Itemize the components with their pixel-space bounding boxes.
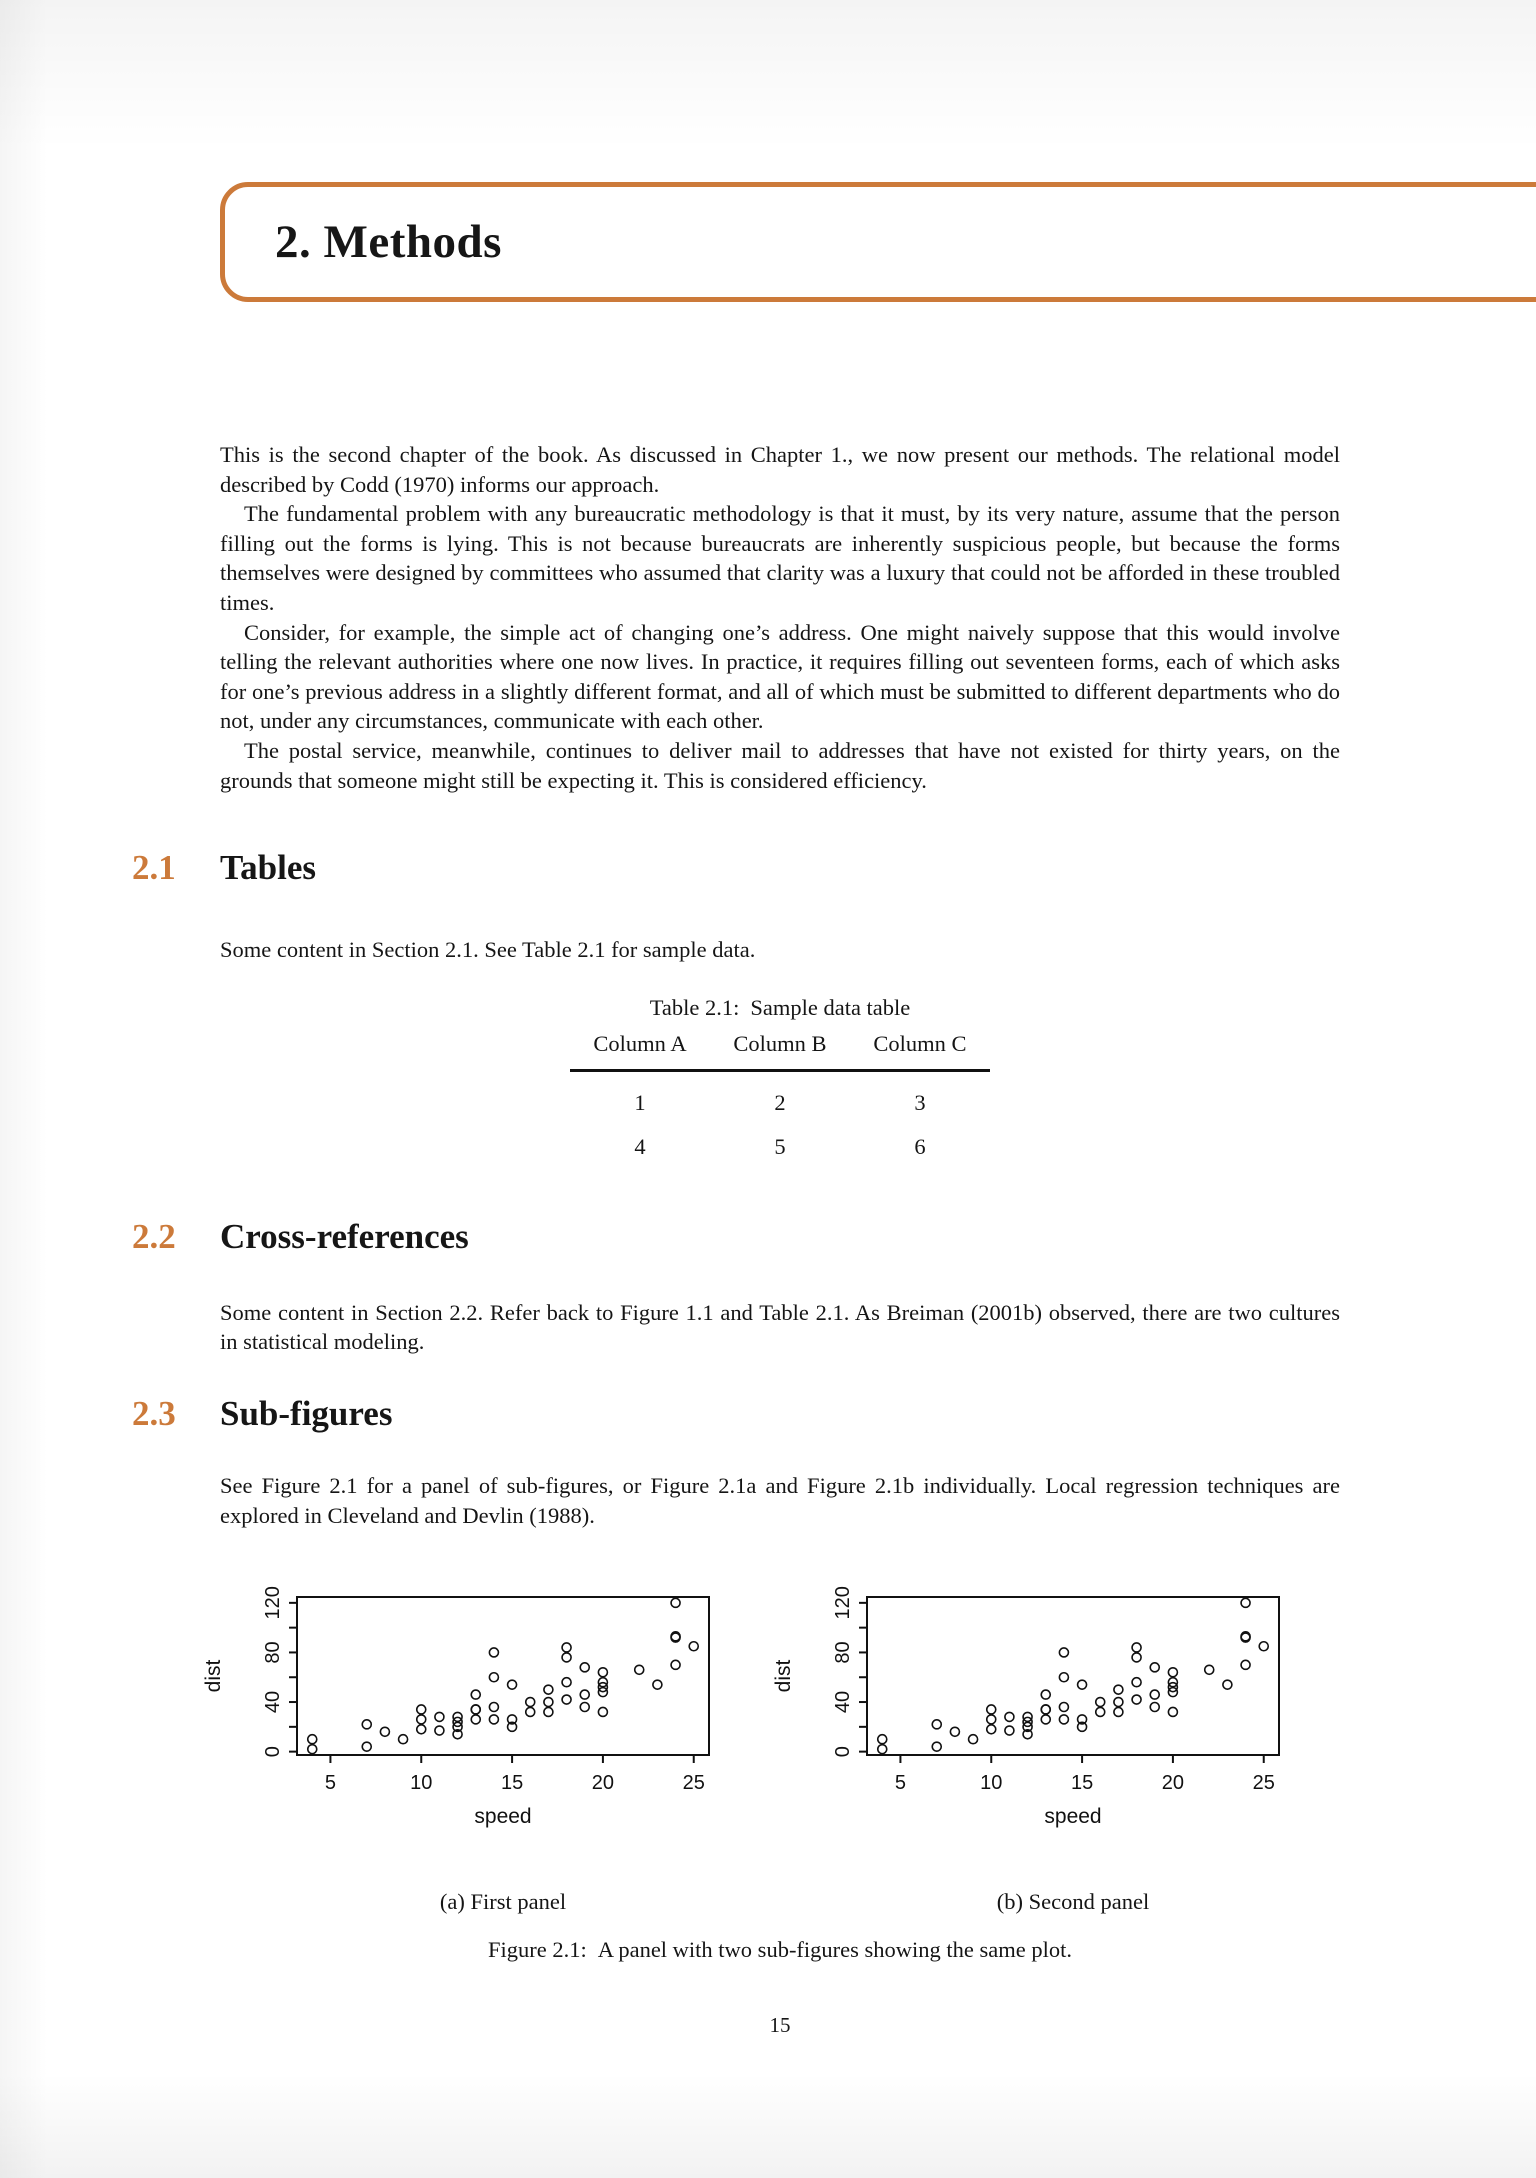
section-number: 2.3 [132, 1393, 176, 1433]
table-cell: 5 [774, 1133, 786, 1159]
figure-caption-text: A panel with two sub-figures showing the same plot. [597, 1937, 1073, 1963]
paragraph: This is the second chapter of the book. As discussed in Chapter 1., we now present our methods. The relational model described by Codd (1970) informs our approach. [220, 442, 1340, 497]
svg-text:speed: speed [1044, 1805, 1102, 1829]
svg-text:dist: dist [772, 1659, 795, 1693]
svg-text:15: 15 [500, 1772, 524, 1795]
intro-paragraphs [220, 440, 1340, 795]
svg-text:80: 80 [262, 1641, 284, 1664]
table-header: Column C [850, 1031, 990, 1071]
table-header: Column B [710, 1031, 850, 1071]
svg-text:120: 120 [832, 1586, 854, 1620]
svg-text:15: 15 [1070, 1772, 1094, 1795]
subfigure-b-caption: (b) Second panel [996, 1889, 1150, 1915]
subfigure-b [760, 1552, 1320, 1915]
svg-text:120: 120 [262, 1586, 284, 1620]
table-header-row [570, 1031, 990, 1071]
svg-text:25: 25 [682, 1772, 705, 1795]
svg-text:80: 80 [832, 1641, 854, 1664]
section-body: Some content in Section 2.1. See Table 2.1 for sample data. [220, 937, 756, 963]
section-title: Cross-references [220, 1216, 469, 1256]
section-body: Some content in Section 2.2. Refer back to Figure 1.1 and Table 2.1. As Breiman (2001b) observed, there are two cultures in statistical modeling. [220, 1299, 1340, 1355]
table-caption [220, 995, 1340, 1021]
svg-text:20: 20 [591, 1772, 615, 1795]
table-cell: 3 [914, 1089, 926, 1115]
page-bottom-shading [0, 2073, 1536, 2178]
table-row [570, 1116, 990, 1160]
sample-data-table [570, 1031, 990, 1160]
svg-text:20: 20 [1161, 1772, 1185, 1795]
paragraph: The fundamental problem with any bureaucratic methodology is that it must, by its very nature, assume that the person filling out the forms is lying. This is not because bureaucrats are inherently suspicious people, but because the forms themselves were designed by committees who assumed that clarity was a luxury that could not be afforded in these troubled times. [220, 501, 1340, 615]
svg-text:0: 0 [832, 1746, 854, 1758]
paragraph: Consider, for example, the simple act of changing one’s address. One might naively suppose that this would involve telling the relevant authorities where one now lives. In practice, it requires filling out seventeen forms, each of which asks for one’s previous address in a slightly different format, and all of which must be submitted to different departments who do not, under any circumstances, communicate with each other. [220, 619, 1340, 734]
figure-2-1 [190, 1552, 1320, 1915]
section-body: See Figure 2.1 for a panel of sub-figures, or Figure 2.1a and Figure 2.1b individually. Local regression techniques are explored in Cleveland and Devlin (1988). [220, 1472, 1340, 1528]
svg-text:40: 40 [832, 1691, 854, 1714]
table-header: Column A [570, 1031, 710, 1071]
svg-text:0: 0 [262, 1746, 284, 1758]
svg-text:10: 10 [410, 1772, 433, 1795]
table-cell: 2 [774, 1089, 786, 1115]
svg-text:10: 10 [980, 1772, 1003, 1795]
chapter-title-box [220, 182, 1536, 302]
paragraph: The postal service, meanwhile, continues to deliver mail to addresses that have not existed for thirty years, on the grounds that someone might still be expecting it. This is considered efficiency. [220, 737, 1340, 793]
figure-caption-label: Figure 2.1: [487, 1937, 587, 1963]
section-heading-cross-references [132, 1216, 1340, 1258]
table-body [570, 1070, 990, 1160]
page-content [0, 440, 1536, 2038]
section-number: 2.1 [132, 848, 176, 888]
scatter-plot-speed-dist-b [760, 1552, 1320, 1842]
page-top-shading [0, 0, 1536, 150]
page-number: 15 [769, 2013, 791, 2038]
subfigure-a [190, 1552, 750, 1915]
table-caption-label: Table 2.1: [649, 994, 740, 1020]
svg-text:40: 40 [262, 1691, 284, 1714]
scatter-plot-speed-dist-a [190, 1552, 750, 1842]
table-caption-text: Sample data table [750, 994, 911, 1020]
table-cell: 1 [634, 1089, 646, 1115]
table-cell: 4 [634, 1133, 646, 1159]
table-row [570, 1070, 990, 1116]
section-number: 2.2 [132, 1216, 176, 1256]
section-heading-sub-figures [132, 1393, 1340, 1435]
section-title: Tables [220, 848, 316, 888]
subfigure-a-caption: (a) First panel [439, 1889, 567, 1915]
chapter-title: 2. Methods [275, 216, 502, 268]
svg-text:25: 25 [1252, 1772, 1275, 1795]
svg-text:speed: speed [474, 1805, 532, 1829]
figure-caption [220, 1937, 1340, 1963]
svg-text:5: 5 [324, 1772, 336, 1795]
svg-text:5: 5 [894, 1772, 906, 1795]
table-cell: 6 [914, 1133, 926, 1159]
section-title: Sub-figures [220, 1393, 393, 1433]
svg-text:dist: dist [202, 1659, 225, 1693]
section-heading-tables [132, 847, 1340, 889]
